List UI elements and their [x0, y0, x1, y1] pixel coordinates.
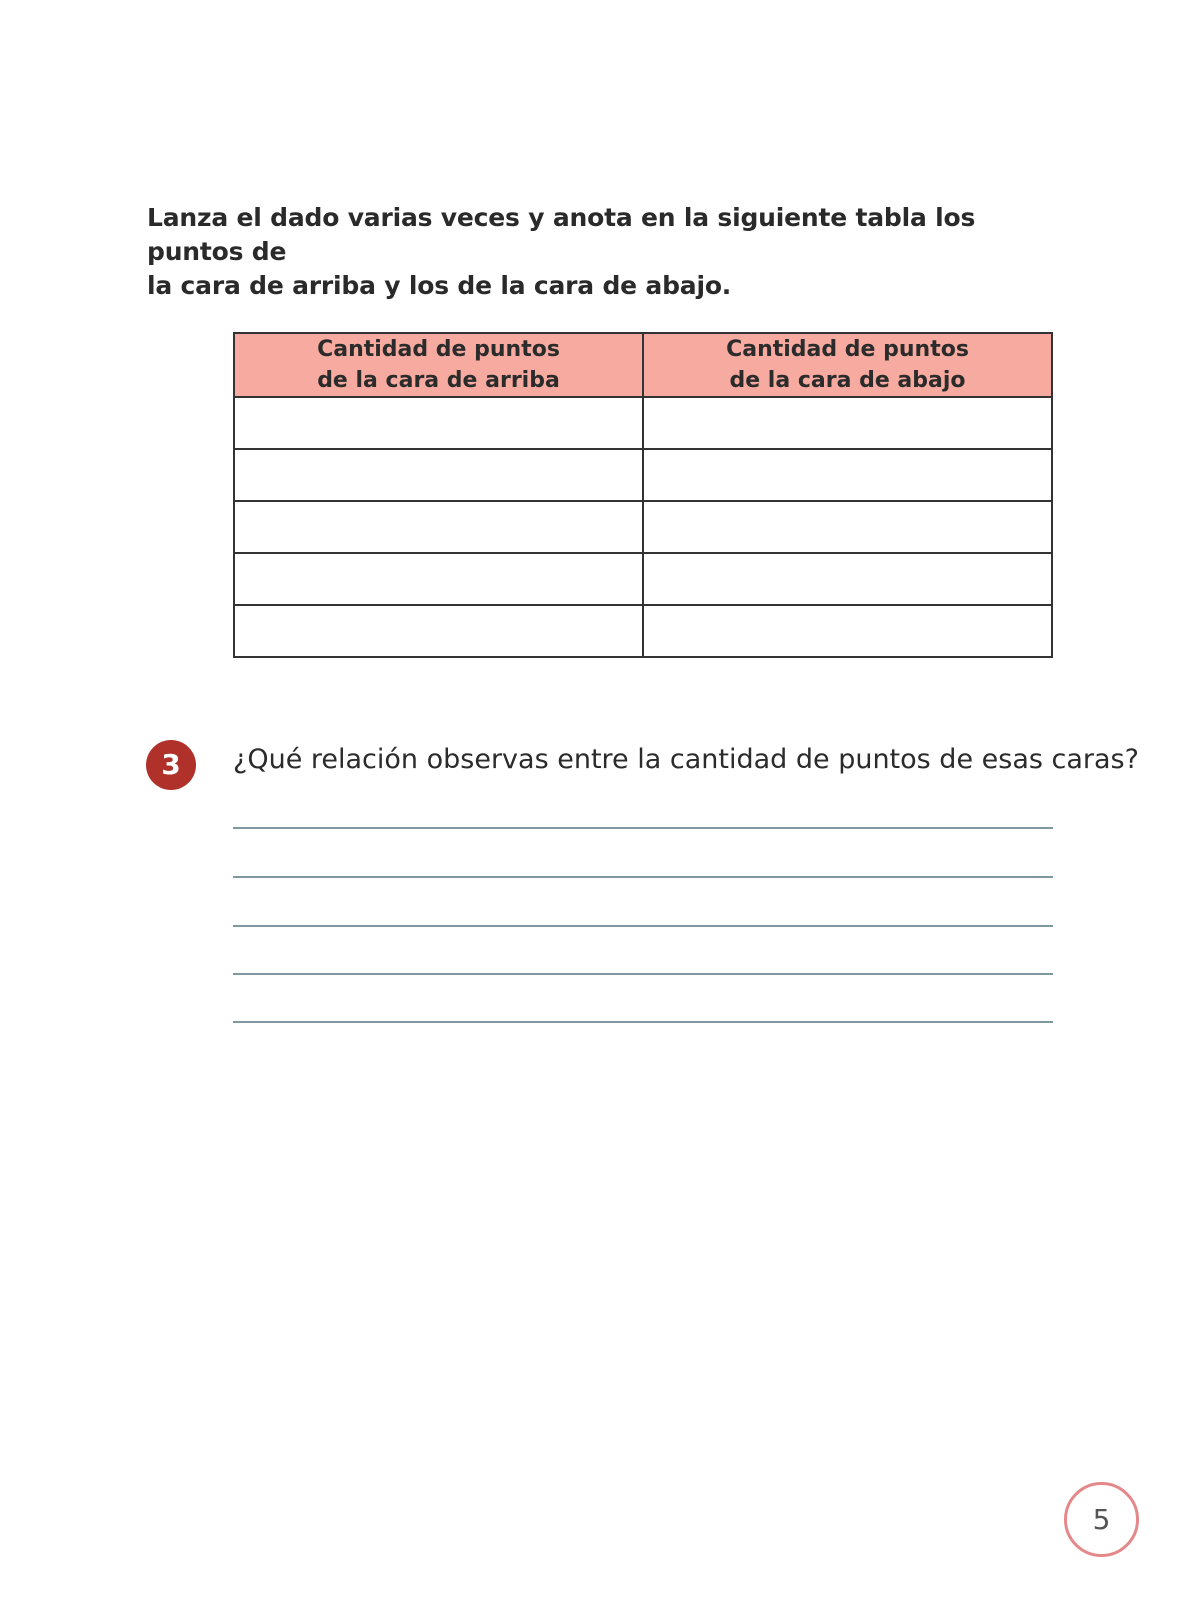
- header-top-face: [234, 333, 643, 397]
- instruction-line-1: Lanza el dado varias veces y anota en la siguiente tabla los puntos de: [147, 203, 976, 266]
- table-cell-bottom-face[interactable]: [643, 449, 1052, 501]
- answer-line-1[interactable]: [233, 827, 1053, 829]
- page-number-badge: 5: [1064, 1482, 1139, 1557]
- table-cell-bottom-face[interactable]: [643, 397, 1052, 449]
- question-number-badge: 3: [146, 740, 196, 790]
- table-row: [234, 501, 1052, 553]
- table-row: [234, 449, 1052, 501]
- table-row: [234, 397, 1052, 449]
- table-row: [234, 553, 1052, 605]
- table-cell-top-face[interactable]: [234, 605, 643, 657]
- table-row: [234, 605, 1052, 657]
- answer-line-5[interactable]: [233, 1021, 1053, 1023]
- header-bottom-face-line-1: Cantidad de puntos: [726, 337, 969, 362]
- header-bottom-face-line-2: de la cara de abajo: [729, 368, 966, 393]
- answer-line-2[interactable]: [233, 876, 1053, 878]
- table-cell-top-face[interactable]: [234, 397, 643, 449]
- header-top-face-line-1: Cantidad de puntos: [317, 337, 560, 362]
- instruction-text: [147, 201, 1067, 303]
- table-cell-bottom-face[interactable]: [643, 501, 1052, 553]
- table-cell-bottom-face[interactable]: [643, 605, 1052, 657]
- dice-results-table-container: [233, 332, 1053, 658]
- instruction-line-2: la cara de arriba y los de la cara de abajo.: [147, 271, 732, 300]
- table-cell-top-face[interactable]: [234, 449, 643, 501]
- table-cell-bottom-face[interactable]: [643, 553, 1052, 605]
- table-cell-top-face[interactable]: [234, 553, 643, 605]
- header-bottom-face: [643, 333, 1052, 397]
- dice-results-table: [233, 332, 1053, 658]
- answer-line-3[interactable]: [233, 925, 1053, 927]
- table-header-row: [234, 333, 1052, 397]
- question-text: ¿Qué relación observas entre la cantidad de puntos de esas caras?: [233, 744, 1139, 775]
- table-cell-top-face[interactable]: [234, 501, 643, 553]
- answer-line-4[interactable]: [233, 973, 1053, 975]
- header-top-face-line-2: de la cara de arriba: [317, 368, 560, 393]
